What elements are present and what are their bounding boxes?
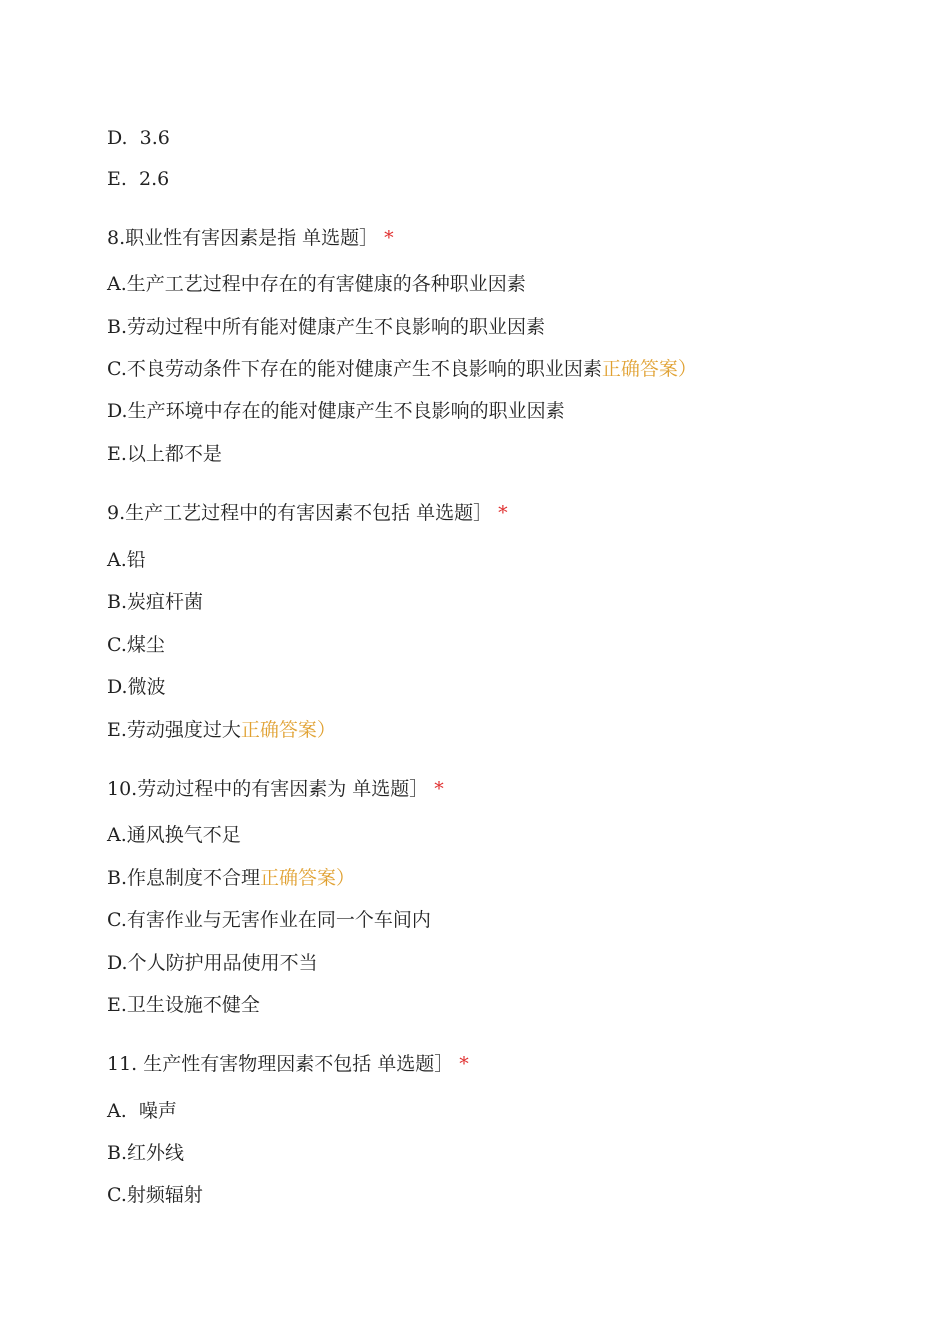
q7-option-d: D. 3.6 xyxy=(107,127,170,149)
q9-option-c: C.煤尘 xyxy=(107,634,165,656)
q7-option-e: E. 2.6 xyxy=(107,168,170,190)
q8-option-b: B.劳动过程中所有能对健康产生不良影响的职业因素 xyxy=(107,316,546,338)
q9-option-b: B.炭疽杆菌 xyxy=(107,591,204,613)
required-star: * xyxy=(498,502,508,524)
q8-option-a: A.生产工艺过程中存在的有害健康的各种职业因素 xyxy=(107,273,526,295)
q8-title: 8.职业性有害因素是指 单选题］ * xyxy=(107,227,394,249)
q10-option-c: C.有害作业与无害作业在同一个车间内 xyxy=(107,909,431,931)
q10-option-d: D.个人防护用品使用不当 xyxy=(107,952,318,974)
q10-option-b: B.作息制度不合理正确答案） xyxy=(107,867,356,889)
required-star: * xyxy=(434,778,444,800)
required-star: * xyxy=(459,1053,469,1075)
q10-option-a: A.通风换气不足 xyxy=(107,824,241,846)
correct-answer-mark: 正确答案） xyxy=(601,358,697,380)
correct-answer-mark: 正确答案） xyxy=(240,719,336,741)
q9-option-a: A.铅 xyxy=(107,549,146,571)
q11-option-b: B.红外线 xyxy=(107,1142,185,1164)
q10-option-e: E.卫生设施不健全 xyxy=(107,994,260,1016)
q11-title: 11. 生产性有害物理因素不包括 单选题］ * xyxy=(107,1053,469,1075)
q8-option-d: D.生产环境中存在的能对健康产生不良影响的职业因素 xyxy=(107,400,565,422)
q8-option-e: E.以上都不是 xyxy=(107,443,222,465)
correct-answer-mark: 正确答案） xyxy=(260,867,356,889)
q8-option-c: C.不良劳动条件下存在的能对健康产生不良影响的职业因素正确答案） xyxy=(107,358,697,380)
required-star: * xyxy=(384,227,394,249)
q10-title: 10.劳动过程中的有害因素为 单选题］ * xyxy=(107,778,444,800)
q11-option-a: A. 噪声 xyxy=(107,1100,177,1122)
q9-title: 9.生产工艺过程中的有害因素不包括 单选题］ * xyxy=(107,502,508,524)
q9-option-e: E.劳动强度过大正确答案） xyxy=(107,719,336,741)
q9-option-d: D.微波 xyxy=(107,676,166,698)
q11-option-c: C.射频辐射 xyxy=(107,1184,203,1206)
